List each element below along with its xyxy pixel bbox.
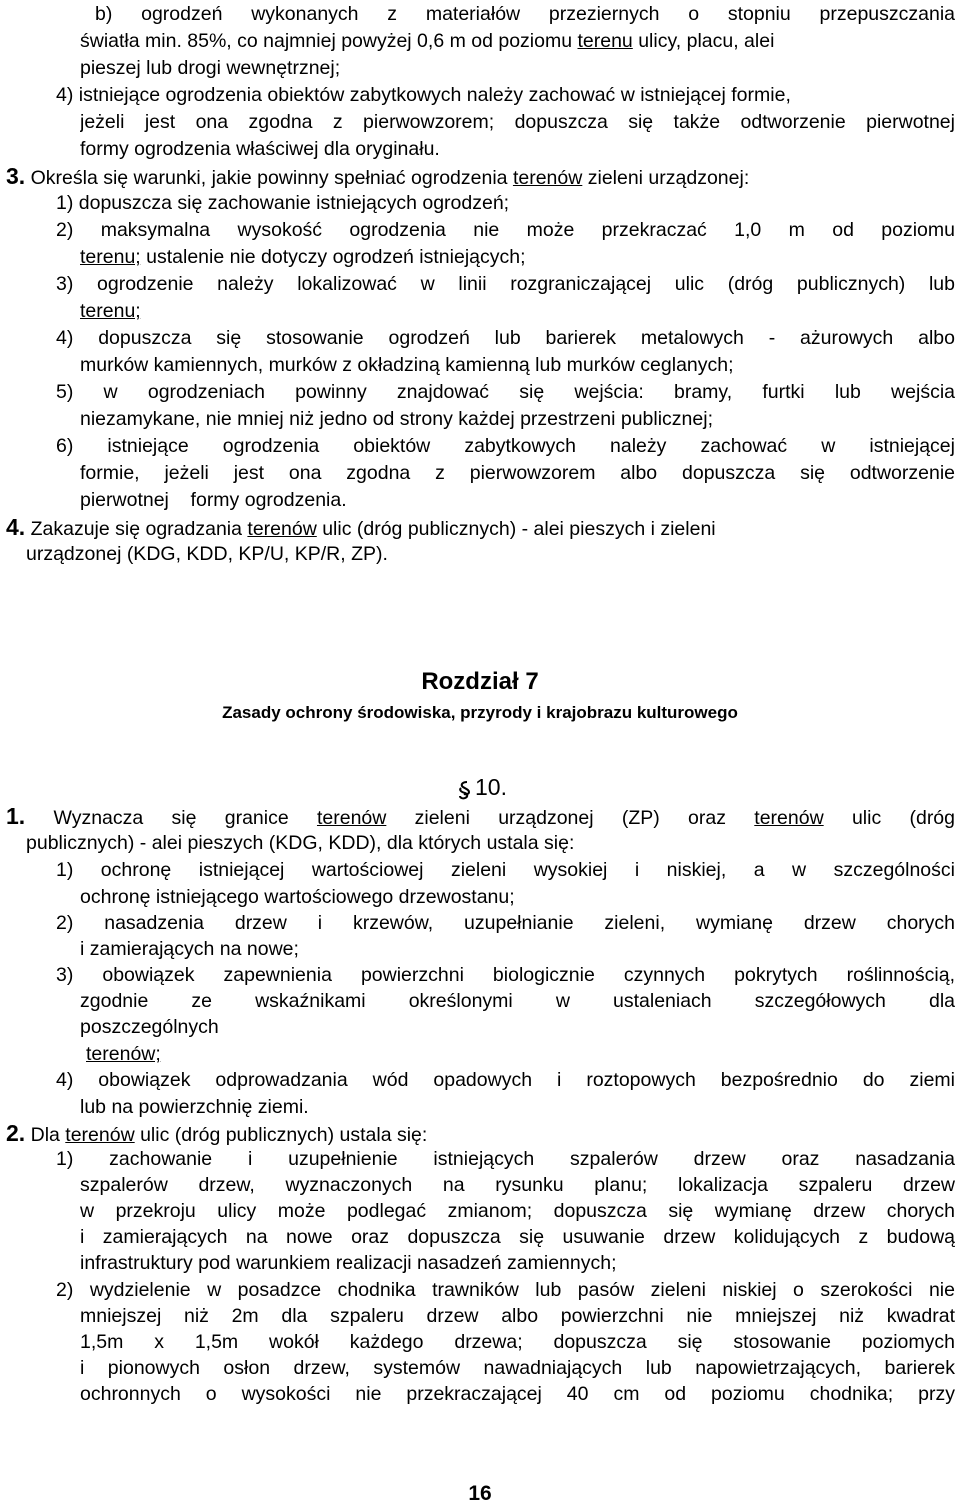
text-fragment: Zakazuje się ogradzania [25, 518, 248, 540]
list-item: 1) ochronę istniejącej wartościowej zieleni wysokiej i niskiej, a w szczególności [56, 859, 955, 881]
text-fragment: ulicy, placu, alei [632, 30, 775, 52]
defined-term-link: terenu; [80, 300, 141, 322]
text-fragment: zieleni urządzonej: [582, 167, 750, 189]
text-line: infrastruktury pod warunkiem realizacji nasadzeń zamiennych; [80, 1252, 617, 1274]
text-line: urządzonej (KDG, KDD, KP/U, KP/R, ZP). [26, 543, 388, 565]
text-line: zgodnie ze wskaźnikami określonymi w ustaleniach szczegółowych dla [80, 990, 955, 1012]
chapter-subtitle: Zasady ochrony środowiska, przyrody i krajobrazu kulturowego [222, 703, 738, 722]
text-line: pierwotnej formy ogrodzenia. [80, 489, 347, 511]
list-item: 2) nasadzenia drzew i krzewów, uzupełnianie zieleni, wymianę drzew chorych [56, 912, 955, 934]
defined-term-link: terenów [754, 807, 824, 829]
section-3-intro [6, 164, 749, 190]
text-line: niezamykane, nie mniej niż jedno od strony każdej przestrzeni publicznej; [80, 408, 713, 430]
list-item: 2) maksymalna wysokość ogrodzenia nie może przekraczać 1,0 m od poziomu [56, 219, 955, 241]
paragraph-symbol-icon [453, 778, 475, 800]
defined-term-link: terenu [577, 30, 633, 52]
defined-term-link: terenów [316, 807, 387, 829]
text-fragment: ustalenie nie dotyczy ogrodzeń istniejących; [140, 246, 526, 268]
defined-term-link: terenów [247, 518, 317, 540]
defined-term-link: terenów; [86, 1043, 161, 1065]
list-item: 2) wydzielenie w posadzce chodnika trawników lub pasów zieleni niskiej o szerokości nie [56, 1279, 955, 1301]
text-line: formie, jeżeli jest ona zgodna z pierwowzorem albo dopuszcza się odtworzenie [80, 462, 955, 484]
text-line: publicznych) - alei pieszych (KDG, KDD), dla których ustala się: [26, 832, 575, 854]
chapter-title: Rozdział 7 [421, 668, 539, 695]
section-number: 3. [6, 163, 26, 189]
text-line: pieszej lub drogi wewnętrznej; [80, 57, 341, 79]
text-line: i zamierających na nowe; [80, 938, 299, 960]
section-2-intro [6, 1121, 427, 1147]
section-number: 2. [6, 1120, 26, 1146]
text-line: b) ogrodzeń wykonanych z materiałów przeziernych o stopniu przepuszczania [95, 3, 955, 25]
defined-term-link: terenu; [80, 246, 141, 268]
list-item: 6) istniejące ogrodzenia obiektów zabytkowych należy zachować w istniejącej [56, 435, 955, 457]
text-line: ochronę istniejącego wartościowego drzewostanu; [80, 886, 515, 908]
text-line: 1,5m x 1,5m wokół każdego drzewa; dopuszcza się stosowanie poziomych [80, 1331, 955, 1353]
section-number: 4. [6, 514, 26, 540]
list-item: 1) dopuszcza się zachowanie istniejących ogrodzeń; [56, 192, 510, 214]
text-line: i pionowych osłon drzew, systemów nawadniających lub napowietrzających, barierek [80, 1357, 955, 1379]
list-item: 4) dopuszcza się stosowanie ogrodzeń lub barierek metalowych - ażurowych albo [56, 327, 955, 349]
section-4-intro [6, 515, 716, 541]
text-fragment: ulic (dróg publicznych) ustala się: [134, 1124, 428, 1146]
text-line: szpalerów drzew, wyznaczonych na rysunku planu; lokalizacja szpaleru drzew [80, 1174, 955, 1196]
text-line: murków kamiennych, murków z okładziną kamienną lub murków ceglanych; [80, 354, 734, 376]
text-line: poszczególnych [80, 1016, 219, 1038]
text-fragment: ulic (dróg [823, 807, 956, 829]
text-line: lub na powierzchnię ziemi. [80, 1096, 309, 1118]
text-line: 4) istniejące ogrodzenia obiektów zabytkowych należy zachować w istniejącej formie, [56, 84, 791, 106]
list-item: 4) obowiązek odprowadzania wód opadowych i roztopowych bezpośrednio do ziemi [56, 1069, 955, 1091]
text-line: ochronnych o wysokości nie przekraczającej 40 cm od poziomu chodnika; przy [80, 1383, 955, 1405]
text-line: jeżeli jest ona zgodna z pierwowzorem; dopuszcza się także odtworzenie pierwotnej [80, 111, 955, 133]
text-fragment: Określa się warunki, jakie powinny spełniać ogrodzenia [25, 167, 513, 189]
list-item: 3) obowiązek zapewnienia powierzchni biologicznie czynnych pokrytych roślinnością, [56, 964, 955, 986]
paragraph-number [0, 772, 960, 802]
page-number: 16 [468, 1482, 492, 1505]
text-line [80, 245, 526, 269]
text-line: formy ogrodzenia właściwej dla oryginału. [80, 138, 440, 160]
list-item: 3) ogrodzenie należy lokalizować w linii rozgraniczającej ulic (dróg publicznych) lub [56, 273, 955, 295]
text-fragment: Dla [25, 1124, 66, 1146]
list-item: 1) zachowanie i uzupełnienie istniejących szpalerów drzew oraz nasadzania [56, 1148, 955, 1170]
defined-term-link: terenów [65, 1124, 135, 1146]
text-line: w przekroju ulicy może podlegać zmianom; dopuszcza się wymianę drzew chorych [80, 1200, 955, 1222]
text-fragment: Wyznacza się granice [25, 807, 317, 829]
text-line: mniejszej niż 2m dla szpaleru drzew albo powierzchni nie mniejszej niż kwadrat [80, 1305, 955, 1327]
text-fragment: zieleni urządzonej (ZP) oraz [386, 807, 755, 829]
section-number: 1. [6, 803, 26, 829]
section-1-intro [6, 804, 955, 830]
defined-term-link: terenów [512, 167, 583, 189]
text-line: i zamierających na nowe oraz dopuszcza się usuwanie drzew kolidujących z budową [80, 1226, 955, 1248]
text-fragment: światła min. 85%, co najmniej powyżej 0,6 m od poziomu [80, 30, 578, 52]
list-item: 5) w ogrodzeniach powinny znajdować się wejścia: bramy, furtki lub wejścia [56, 381, 955, 403]
text-fragment: ulic (dróg publicznych) - alei pieszych i zieleni [316, 518, 716, 540]
paragraph-number-text: 10. [475, 774, 507, 800]
text-line [80, 29, 774, 53]
